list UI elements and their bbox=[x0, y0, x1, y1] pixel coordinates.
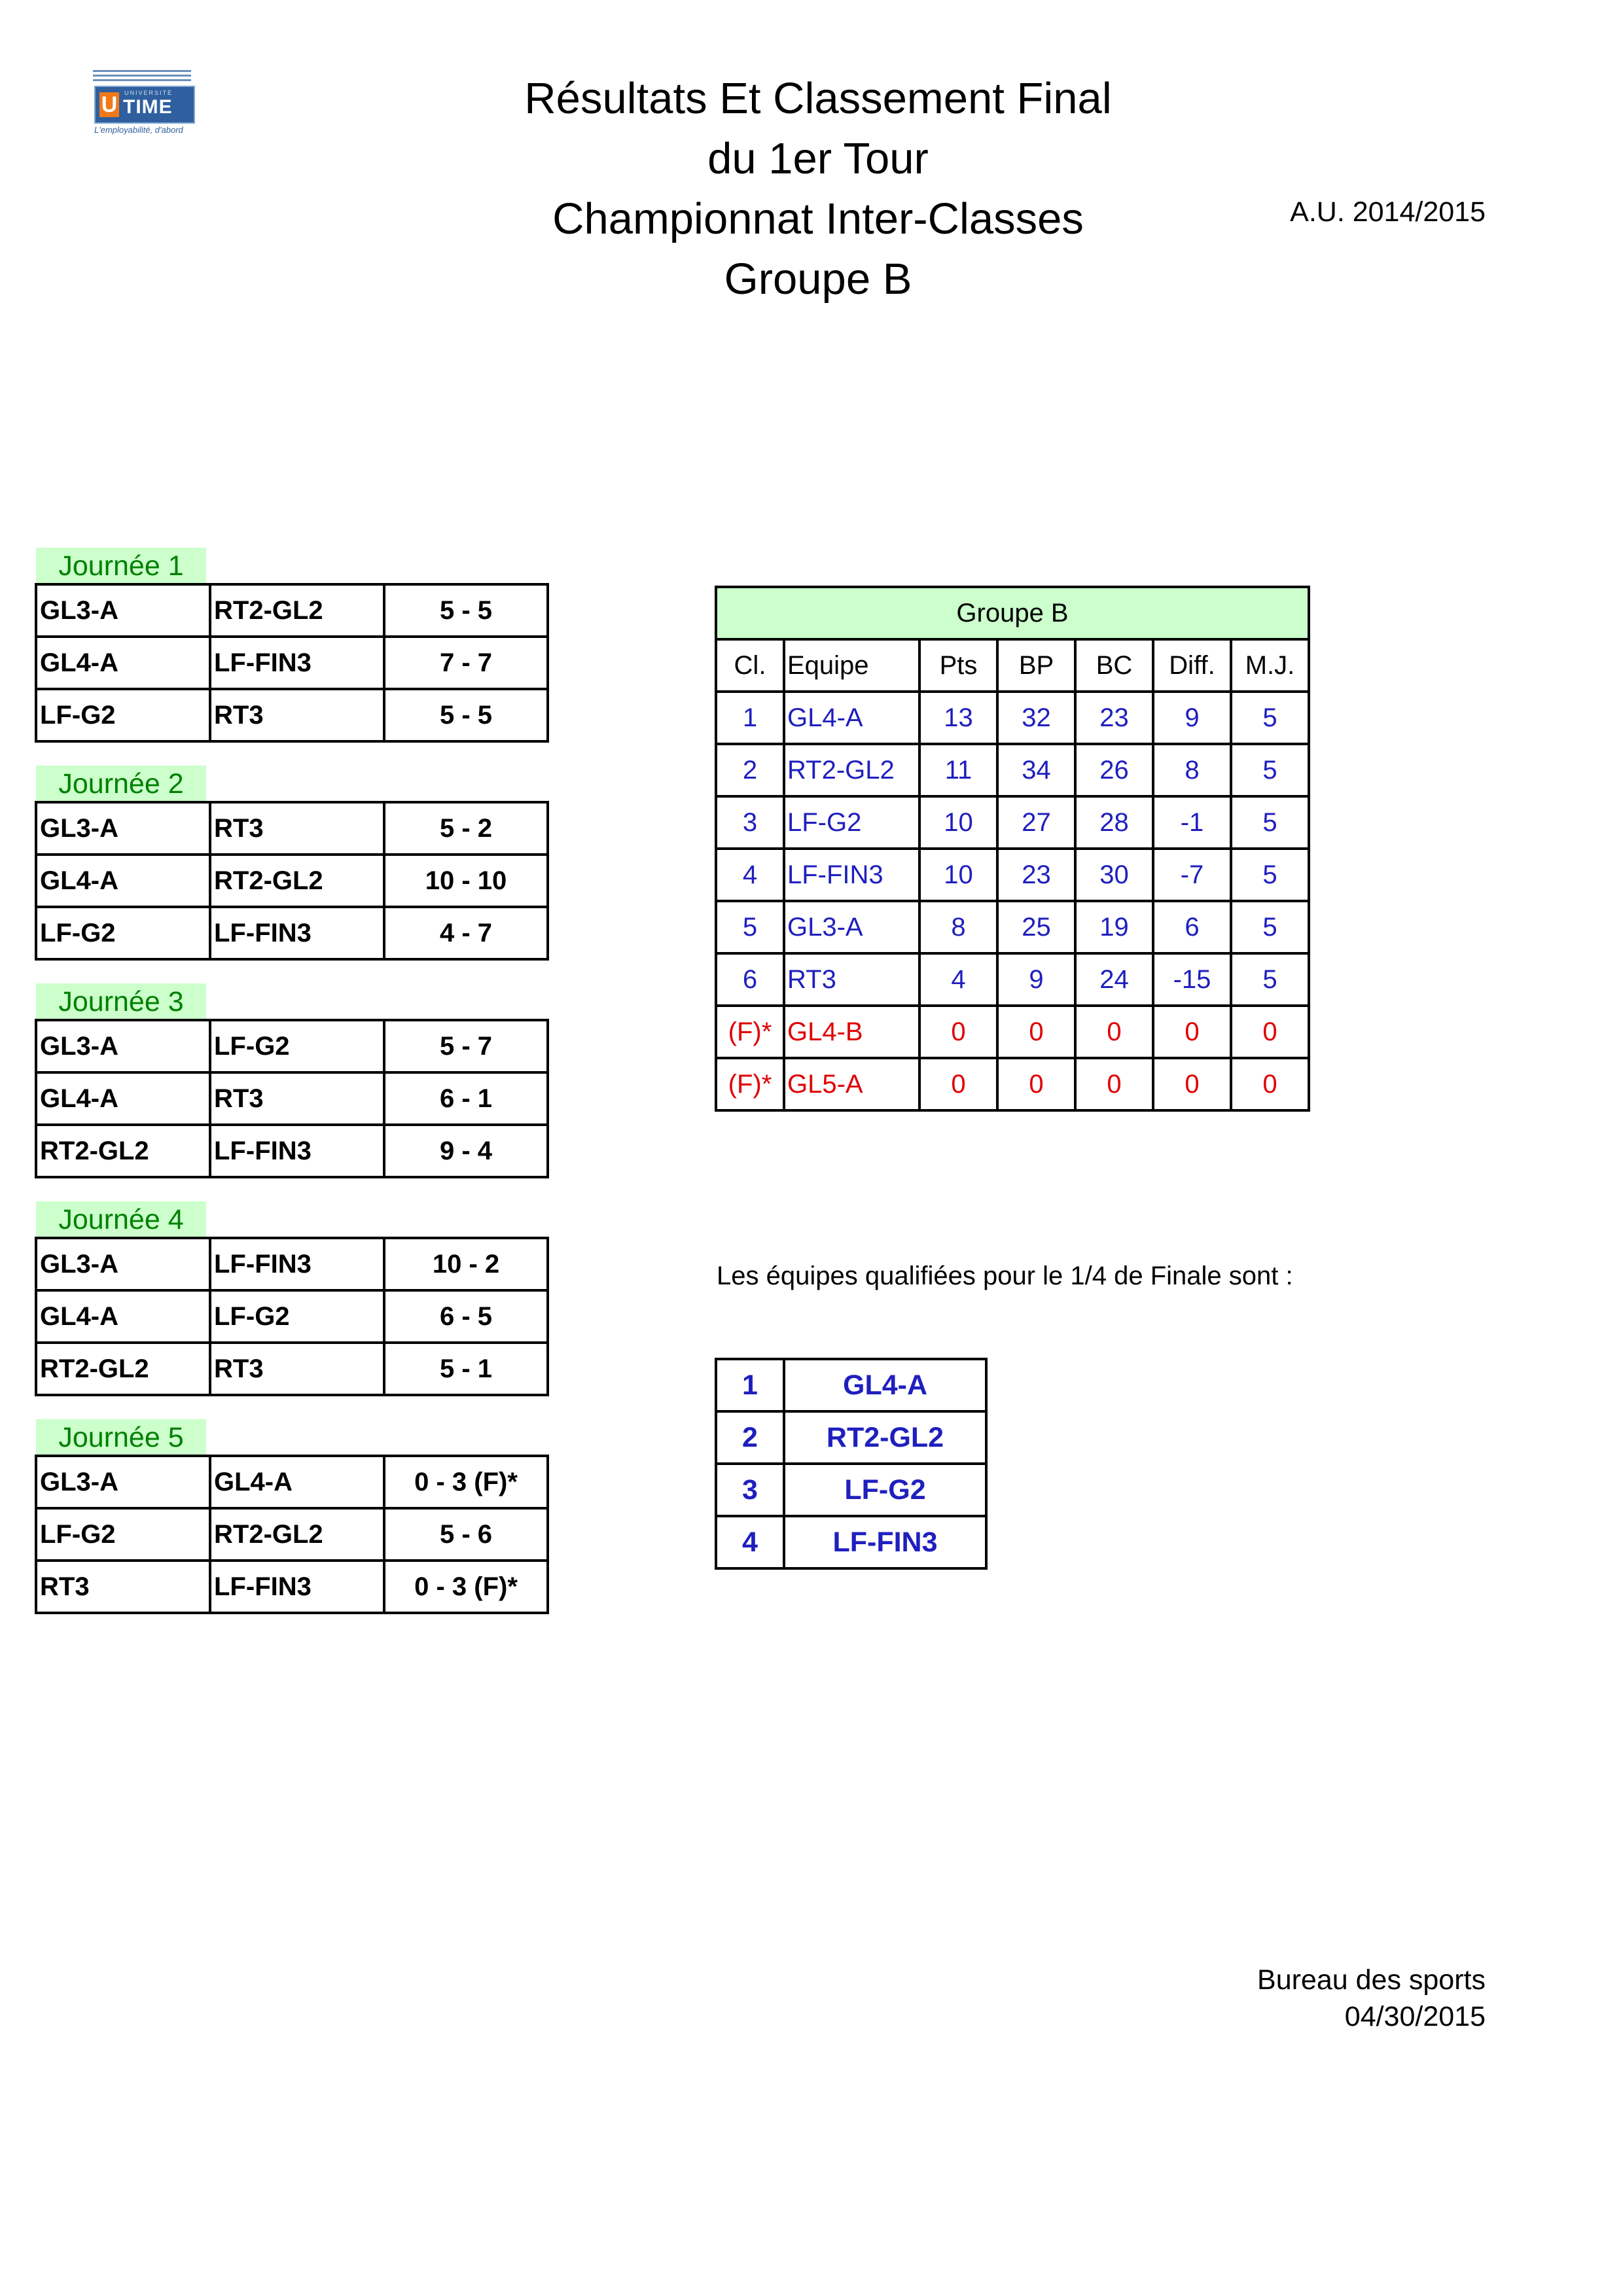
rank-cell: (F)* bbox=[716, 1058, 784, 1110]
goal-diff-cell: 6 bbox=[1153, 901, 1231, 953]
match-home: RT2-GL2 bbox=[36, 1343, 210, 1395]
match-row bbox=[36, 1020, 548, 1072]
match-row bbox=[36, 1456, 548, 1508]
match-home: RT3 bbox=[36, 1561, 210, 1613]
qualified-row bbox=[716, 1516, 986, 1568]
logo-header-line bbox=[93, 70, 191, 72]
goal-diff-cell: -7 bbox=[1153, 849, 1231, 901]
goals-for-cell: 27 bbox=[997, 796, 1075, 849]
team-cell: RT3 bbox=[784, 953, 919, 1006]
standings-table bbox=[715, 586, 1310, 1112]
goals-against-cell: 19 bbox=[1075, 901, 1153, 953]
qualified-team: LF-FIN3 bbox=[784, 1516, 986, 1568]
match-away: LF-G2 bbox=[210, 1020, 384, 1072]
team-cell: GL4-B bbox=[784, 1006, 919, 1058]
match-score: 5 - 5 bbox=[384, 584, 548, 637]
standings-row bbox=[716, 901, 1309, 953]
journee-label: Journée 3 bbox=[36, 983, 206, 1019]
match-home: GL3-A bbox=[36, 1020, 210, 1072]
match-row bbox=[36, 1508, 548, 1561]
footer-date: 04/30/2015 bbox=[1344, 2001, 1486, 2032]
standings-row-forfeit bbox=[716, 1006, 1309, 1058]
match-home: GL3-A bbox=[36, 802, 210, 855]
match-away: LF-FIN3 bbox=[210, 1238, 384, 1290]
standings-title: Groupe B bbox=[716, 587, 1309, 639]
match-score: 0 - 3 (F)* bbox=[384, 1561, 548, 1613]
journee-label: Journée 2 bbox=[36, 766, 206, 801]
matches-played-cell: 5 bbox=[1231, 849, 1309, 901]
matches-played-cell: 5 bbox=[1231, 901, 1309, 953]
match-score: 5 - 2 bbox=[384, 802, 548, 855]
match-home: GL4-A bbox=[36, 1290, 210, 1343]
goal-diff-cell: 0 bbox=[1153, 1058, 1231, 1110]
match-row bbox=[36, 1072, 548, 1125]
match-home: GL4-A bbox=[36, 1072, 210, 1125]
rank-cell: (F)* bbox=[716, 1006, 784, 1058]
match-row bbox=[36, 689, 548, 741]
logo-brand: TIME bbox=[123, 96, 173, 118]
goals-against-cell: 24 bbox=[1075, 953, 1153, 1006]
match-row bbox=[36, 1125, 548, 1177]
match-row bbox=[36, 907, 548, 959]
qualified-row bbox=[716, 1359, 986, 1411]
match-score: 9 - 4 bbox=[384, 1125, 548, 1177]
qualified-team: GL4-A bbox=[784, 1359, 986, 1411]
journee-matches-table bbox=[35, 583, 549, 743]
standings-row bbox=[716, 692, 1309, 744]
match-score: 10 - 2 bbox=[384, 1238, 548, 1290]
title-line-3: Championnat Inter-Classes bbox=[552, 194, 1084, 243]
goals-for-cell: 34 bbox=[997, 744, 1075, 796]
standings-row bbox=[716, 849, 1309, 901]
points-cell: 11 bbox=[919, 744, 997, 796]
match-home: LF-G2 bbox=[36, 689, 210, 741]
match-away: LF-FIN3 bbox=[210, 1561, 384, 1613]
match-home: GL3-A bbox=[36, 584, 210, 637]
university-logo bbox=[92, 69, 196, 137]
title-line-4: Groupe B bbox=[724, 255, 912, 304]
logo-univ-text: UNIVERSITÉ bbox=[124, 90, 173, 96]
logo-header-line bbox=[93, 75, 191, 77]
column-header: Equipe bbox=[784, 639, 919, 692]
qualified-row bbox=[716, 1411, 986, 1464]
column-header: Cl. bbox=[716, 639, 784, 692]
points-cell: 0 bbox=[919, 1006, 997, 1058]
team-cell: LF-FIN3 bbox=[784, 849, 919, 901]
goal-diff-cell: 0 bbox=[1153, 1006, 1231, 1058]
goal-diff-cell: 8 bbox=[1153, 744, 1231, 796]
match-score: 10 - 10 bbox=[384, 855, 548, 907]
team-cell: GL3-A bbox=[784, 901, 919, 953]
match-row bbox=[36, 584, 548, 637]
goals-for-cell: 23 bbox=[997, 849, 1075, 901]
match-score: 6 - 1 bbox=[384, 1072, 548, 1125]
match-away: LF-FIN3 bbox=[210, 1125, 384, 1177]
match-score: 5 - 5 bbox=[384, 689, 548, 741]
rank-cell: 4 bbox=[716, 849, 784, 901]
match-away: LF-FIN3 bbox=[210, 907, 384, 959]
journee-matches-table bbox=[35, 1237, 549, 1396]
match-home: GL3-A bbox=[36, 1456, 210, 1508]
match-score: 6 - 5 bbox=[384, 1290, 548, 1343]
standings-title-row bbox=[716, 587, 1309, 639]
match-away: RT3 bbox=[210, 1343, 384, 1395]
team-cell: GL5-A bbox=[784, 1058, 919, 1110]
match-away: LF-FIN3 bbox=[210, 637, 384, 689]
qualified-row bbox=[716, 1464, 986, 1516]
team-cell: LF-G2 bbox=[784, 796, 919, 849]
rank-cell: 3 bbox=[716, 796, 784, 849]
standings-header-row bbox=[716, 639, 1309, 692]
match-row bbox=[36, 1343, 548, 1395]
goals-for-cell: 0 bbox=[997, 1058, 1075, 1110]
column-header: BC bbox=[1075, 639, 1153, 692]
points-cell: 0 bbox=[919, 1058, 997, 1110]
match-score: 0 - 3 (F)* bbox=[384, 1456, 548, 1508]
match-away: GL4-A bbox=[210, 1456, 384, 1508]
match-row bbox=[36, 1238, 548, 1290]
match-score: 7 - 7 bbox=[384, 637, 548, 689]
column-header: Diff. bbox=[1153, 639, 1231, 692]
goal-diff-cell: 9 bbox=[1153, 692, 1231, 744]
points-cell: 8 bbox=[919, 901, 997, 953]
match-score: 5 - 6 bbox=[384, 1508, 548, 1561]
goals-against-cell: 0 bbox=[1075, 1006, 1153, 1058]
logo-u-mark: U bbox=[99, 92, 119, 117]
goals-for-cell: 0 bbox=[997, 1006, 1075, 1058]
journee-label: Journée 5 bbox=[36, 1419, 206, 1455]
academic-year: A.U. 2014/2015 bbox=[1290, 196, 1486, 228]
goal-diff-cell: -1 bbox=[1153, 796, 1231, 849]
match-score: 5 - 1 bbox=[384, 1343, 548, 1395]
match-away: RT2-GL2 bbox=[210, 584, 384, 637]
match-away: RT3 bbox=[210, 802, 384, 855]
match-away: RT3 bbox=[210, 1072, 384, 1125]
rank-cell: 1 bbox=[716, 692, 784, 744]
match-score: 4 - 7 bbox=[384, 907, 548, 959]
goals-for-cell: 9 bbox=[997, 953, 1075, 1006]
points-cell: 10 bbox=[919, 796, 997, 849]
footer-office: Bureau des sports bbox=[1257, 1964, 1486, 1996]
logo-tagline: L'employabilité, d'abord bbox=[94, 125, 183, 135]
goals-for-cell: 32 bbox=[997, 692, 1075, 744]
qualified-rank: 2 bbox=[716, 1411, 784, 1464]
rank-cell: 5 bbox=[716, 901, 784, 953]
journee-label: Journée 1 bbox=[36, 548, 206, 583]
standings-row bbox=[716, 744, 1309, 796]
goals-against-cell: 30 bbox=[1075, 849, 1153, 901]
qualified-team: LF-G2 bbox=[784, 1464, 986, 1516]
logo-header-line bbox=[93, 79, 191, 81]
points-cell: 10 bbox=[919, 849, 997, 901]
journee-matches-table bbox=[35, 1455, 549, 1614]
match-home: GL3-A bbox=[36, 1238, 210, 1290]
points-cell: 13 bbox=[919, 692, 997, 744]
journee-matches-table bbox=[35, 801, 549, 961]
matches-played-cell: 0 bbox=[1231, 1058, 1309, 1110]
standings-row-forfeit bbox=[716, 1058, 1309, 1110]
matches-played-cell: 5 bbox=[1231, 796, 1309, 849]
column-header: Pts bbox=[919, 639, 997, 692]
qualified-table bbox=[715, 1358, 988, 1570]
goals-for-cell: 25 bbox=[997, 901, 1075, 953]
qualified-rank: 4 bbox=[716, 1516, 784, 1568]
standings-row bbox=[716, 796, 1309, 849]
match-home: LF-G2 bbox=[36, 907, 210, 959]
match-away: RT2-GL2 bbox=[210, 1508, 384, 1561]
qualified-text: Les équipes qualifiées pour le 1/4 de Finale sont : bbox=[717, 1262, 1293, 1290]
column-header: M.J. bbox=[1231, 639, 1309, 692]
match-row bbox=[36, 637, 548, 689]
rank-cell: 6 bbox=[716, 953, 784, 1006]
match-home: GL4-A bbox=[36, 855, 210, 907]
match-away: RT2-GL2 bbox=[210, 855, 384, 907]
goals-against-cell: 0 bbox=[1075, 1058, 1153, 1110]
title-line-1: Résultats Et Classement Final bbox=[524, 74, 1112, 123]
goals-against-cell: 26 bbox=[1075, 744, 1153, 796]
column-header: BP bbox=[997, 639, 1075, 692]
matches-played-cell: 5 bbox=[1231, 744, 1309, 796]
footer bbox=[1113, 1962, 1486, 2035]
matches-played-cell: 5 bbox=[1231, 953, 1309, 1006]
match-away: RT3 bbox=[210, 689, 384, 741]
matches-played-cell: 5 bbox=[1231, 692, 1309, 744]
match-home: LF-G2 bbox=[36, 1508, 210, 1561]
match-row bbox=[36, 1290, 548, 1343]
title-line-2: du 1er Tour bbox=[707, 134, 929, 183]
goals-against-cell: 28 bbox=[1075, 796, 1153, 849]
page-title bbox=[393, 69, 1243, 309]
qualified-rank: 3 bbox=[716, 1464, 784, 1516]
goals-against-cell: 23 bbox=[1075, 692, 1153, 744]
standings-row bbox=[716, 953, 1309, 1006]
goal-diff-cell: -15 bbox=[1153, 953, 1231, 1006]
qualified-team: RT2-GL2 bbox=[784, 1411, 986, 1464]
match-row bbox=[36, 1561, 548, 1613]
match-away: LF-G2 bbox=[210, 1290, 384, 1343]
journee-matches-table bbox=[35, 1019, 549, 1178]
journee-label: Journée 4 bbox=[36, 1201, 206, 1237]
matches-played-cell: 0 bbox=[1231, 1006, 1309, 1058]
match-home: RT2-GL2 bbox=[36, 1125, 210, 1177]
match-score: 5 - 7 bbox=[384, 1020, 548, 1072]
team-cell: GL4-A bbox=[784, 692, 919, 744]
match-row bbox=[36, 802, 548, 855]
rank-cell: 2 bbox=[716, 744, 784, 796]
points-cell: 4 bbox=[919, 953, 997, 1006]
team-cell: RT2-GL2 bbox=[784, 744, 919, 796]
qualified-rank: 1 bbox=[716, 1359, 784, 1411]
match-row bbox=[36, 855, 548, 907]
logo-badge bbox=[94, 86, 195, 124]
match-home: GL4-A bbox=[36, 637, 210, 689]
